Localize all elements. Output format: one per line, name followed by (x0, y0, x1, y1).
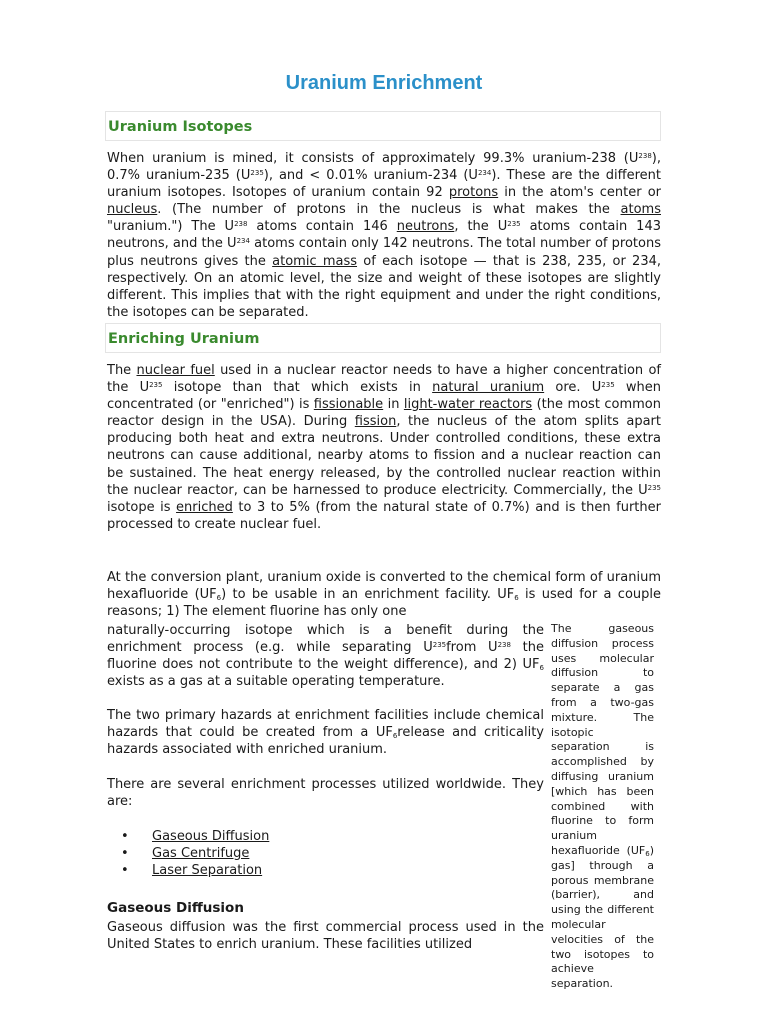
section-heading-box (105, 323, 661, 353)
paragraph-hazards: The two primary hazards at enrichment facilities include chemical hazards that could be created from a $UF_6release$ and criticality hazards associated with enriched uranium. (107, 708, 544, 758)
link-gas-centrifuge[interactable]: Gas Centrifuge (152, 846, 250, 862)
paragraph-conversion: At the conversion plant, uranium oxide is converted to the chemical form of uranium hexafluoride $(UF_6)$ to be usable in an enrichment facility. $UF_6$ is used for a couple reasons; 1) The element fluorine has only one (107, 570, 662, 620)
link-gaseous-diffusion[interactable]: Gaseous Diffusion (152, 829, 270, 844)
list-item (107, 828, 544, 845)
paragraph-gaseous-diffusion: Gaseous diffusion was the first commercial process used in the United States to enrich uranium. These facilities utilized (107, 920, 544, 953)
bullet: • (121, 863, 129, 879)
paragraph-conversion-continued: naturally-occurring isotope which is a benefit during the enrichment process (e.g. while separating $U^{235}from$ $U^{238}$ the fluorine does not contribute to the weight difference), and 2) $UF_6$ exists as a gas at a suitable operating temperature. (107, 623, 544, 690)
paragraph-enriching: The nuclear fuel used in a nuclear reactor needs to have a higher concentration of the $U^{235}$ isotope than that which exists in natural uranium ore. $U^{235}$ when concentrated (or "enriched") is fissionable in light-water reactors (the most common reactor design in the USA). During fission, the nucleus of the atom splits apart producing both heat and extra neutrons. Under controlled conditions, these extra neutrons can cause additional, nearby atoms to fission and a nuclear reaction can be sustained. The heat energy released, by the controlled nuclear reaction within the nuclear reactor, can be harnessed to produce electricity. Commercially, the $U^{235}$ isotope is enriched to 3 to 5% (from the natural state of 0.7%) and is then further processed to create nuclear fuel. (107, 363, 662, 532)
bullet: • (121, 829, 129, 844)
link-nucleus[interactable]: nucleus (107, 202, 158, 218)
paragraph-processes-intro: There are several enrichment processes utilized worldwide. They are: (107, 777, 544, 810)
list-item (107, 862, 544, 879)
section-heading-enriching-uranium: Enriching Uranium (108, 331, 260, 347)
link-fission[interactable]: fission (354, 414, 397, 430)
page-title: Uranium Enrichment (285, 72, 483, 94)
link-protons[interactable]: protons (448, 185, 499, 201)
enrichment-process-list (107, 828, 544, 879)
link-nuclear-fuel[interactable]: nuclear fuel (136, 363, 215, 378)
link-laser-separation[interactable]: Laser Separation (152, 863, 263, 879)
link-fissionable[interactable]: fissionable (313, 397, 384, 413)
paragraph-isotopes: When uranium is mined, it consists of approximately 99.3% uranium-238 $(U^{238})$, 0.7% uranium-235 $(U^{235})$, and < 0.01% uranium-234 $(U^{234})$. These are the different uranium isotopes. Isotopes of uranium contain 92 protons in the atom's center or nucleus. (The number of protons in the nucleus is what makes the atoms "uranium.") The $U^{238}$ atoms contain 146 neutrons, the $U^{235}$ atoms contain 143 neutrons, and the $U^{234}$ atoms contain only 142 neutrons. The total number of protons plus neutrons gives the atomic mass of each isotope — that is 238, 235, or 234, respectively. On an atomic level, the size and weight of these isotopes are slightly different. This implies that with the right equipment and under the right conditions, the isotopes can be separated. (107, 151, 662, 320)
link-enriched[interactable]: enriched (176, 499, 233, 515)
link-natural-uranium[interactable]: natural uranium (432, 380, 545, 396)
link-atomic-mass[interactable]: atomic mass (272, 253, 358, 269)
subheading-gaseous-diffusion: Gaseous Diffusion (107, 900, 244, 916)
section-heading-box (105, 111, 661, 141)
sidebar-caption: The gaseous diffusion process uses molecular diffusion to separate a gas from a two-gas mixture. The isotopic separation is accomplished by diffusing uranium [which has been combined with fluorine to form uranium hexafluoride $(UF_6)$ gas] through a porous membrane (barrier), and using the different molecular velocities of the two isotopes to achieve separation. (551, 622, 654, 991)
link-atoms[interactable]: atoms (620, 202, 661, 218)
link-neutrons[interactable]: neutrons (396, 219, 455, 235)
bullet: • (121, 846, 129, 862)
list-item (107, 845, 544, 862)
link-light-water-reactors[interactable]: light-water reactors (403, 397, 533, 413)
section-heading-uranium-isotopes: Uranium Isotopes (108, 119, 253, 135)
